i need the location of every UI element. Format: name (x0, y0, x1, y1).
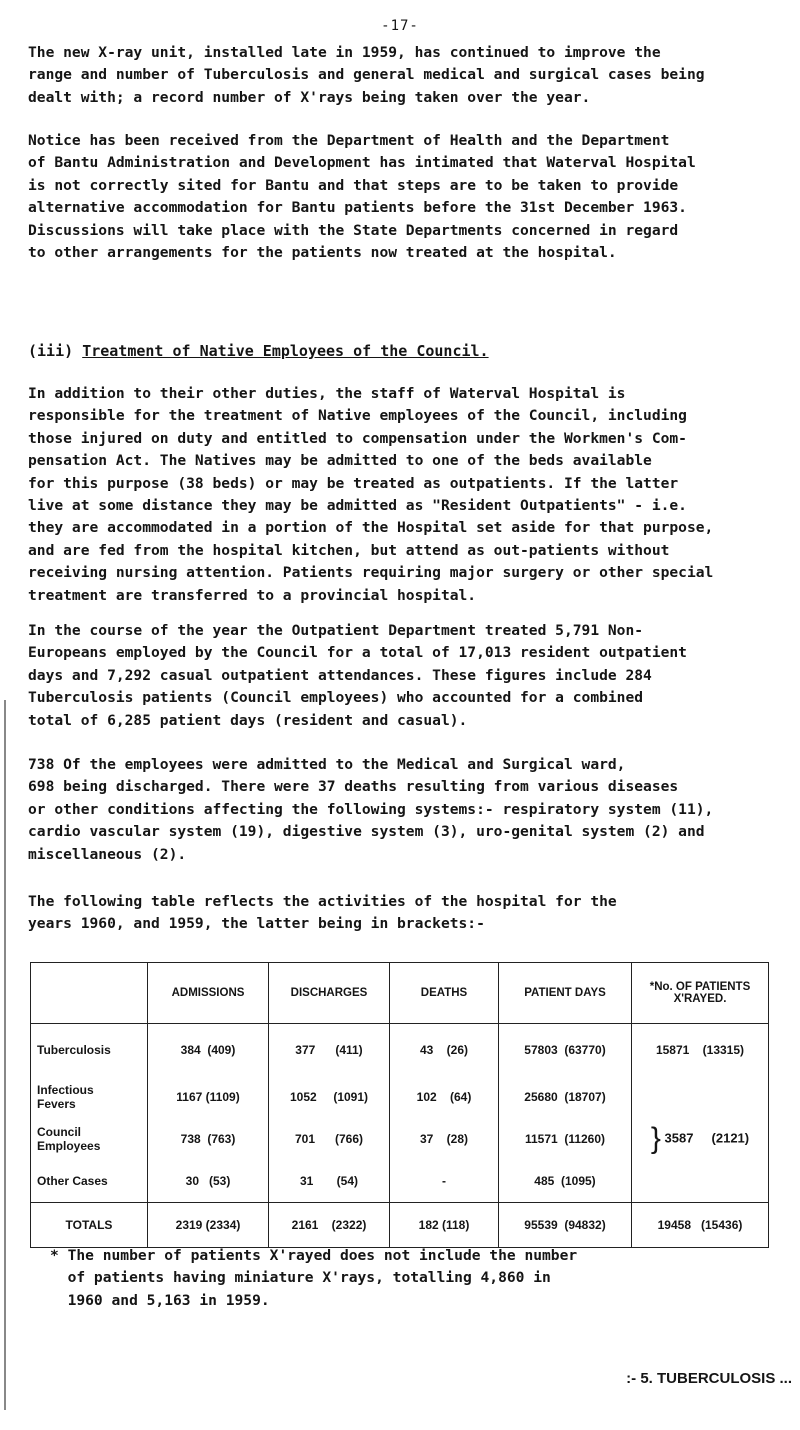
cell-deaths: 37 (28) (390, 1118, 499, 1160)
cell-admissions: 30 (53) (148, 1160, 269, 1203)
cell-patient-days: 25680 (18707) (499, 1076, 632, 1118)
cell-total-deaths: 182 (118) (390, 1203, 499, 1248)
header-deaths: DEATHS (390, 963, 499, 1024)
paragraph-table-intro: The following table reflects the activities of the hospital for the years 1960, and 1959, the latter being in brackets:- (28, 893, 617, 933)
cell-discharges: 31 (54) (269, 1160, 390, 1203)
cell-patient-days: 57803 (63770) (499, 1024, 632, 1077)
cell-deaths: - (390, 1160, 499, 1203)
table-header-row (31, 963, 769, 1024)
cell-xrayed: 15871 (13315) (632, 1024, 769, 1077)
header-discharges: DISCHARGES (269, 963, 390, 1024)
section-title: Treatment of Native Employees of the Council. (82, 342, 489, 360)
cell-admissions: 384 (409) (148, 1024, 269, 1077)
header-xrayed: *No. OF PATIENTS X'RAYED. (632, 963, 769, 1024)
table-row (31, 1024, 769, 1077)
paragraph-outpatient-department: In the course of the year the Outpatient Department treated 5,791 Non- Europeans employed by the Council for a total of 17,013 resident outpatient days and 7,292 casual outpatient attendances. These figures include 284 Tuberculosis patients (Council employees) who accounted for a combined total of 6,285 patient days (resident and casual). (28, 622, 687, 729)
cell-patient-days: 11571 (11260) (499, 1118, 632, 1160)
cell-deaths: 102 (64) (390, 1076, 499, 1118)
continuation-note: :- 5. TUBERCULOSIS ... (626, 1370, 792, 1387)
row-label-infectious-fevers: Infectious Fevers (31, 1076, 148, 1118)
page-edge-line (4, 700, 6, 1410)
paragraph-admissions-deaths: 738 Of the employees were admitted to the Medical and Surgical ward, 698 being discharged. There were 37 deaths resulting from various diseases or other conditions affecting the following systems:- respiratory system (11), cardio vascular system (19), digestive system (3), uro-genital system (2) and miscellaneous (2). (28, 756, 714, 863)
header-patient-days: PATIENT DAYS (499, 963, 632, 1024)
hospital-activity-table (30, 962, 769, 1248)
brace-icon: } (650, 1122, 661, 1155)
table-row (31, 1076, 769, 1118)
header-blank (31, 963, 148, 1024)
cell-patient-days: 485 (1095) (499, 1160, 632, 1203)
paragraph-notice-department: Notice has been received from the Department of Health and the Department of Bantu Administration and Development has intimated that Waterval Hospital is not correctly sited for Bantu and that steps are to be taken to provide alternative accommodation for Bantu patients before the 31st December 1963. Discussions will take place with the State Departments concerned in regard to other arrangements for the patients now treated at the hospital. (28, 132, 696, 262)
cell-xrayed-merged-value: 3587 (2121) (664, 1130, 750, 1146)
footnote: * The number of patients X'rayed does not include the number of patients having miniature X'rays, totalling 4,860 in 1960 and 5,163 in 1959. (50, 1247, 578, 1309)
cell-discharges: 701 (766) (269, 1118, 390, 1160)
cell-total-xrayed: 19458 (15436) (632, 1203, 769, 1248)
cell-xrayed-merged (632, 1076, 769, 1203)
header-admissions: ADMISSIONS (148, 963, 269, 1024)
row-label-totals: TOTALS (31, 1203, 148, 1248)
row-label-tuberculosis: Tuberculosis (31, 1024, 148, 1077)
cell-total-patient-days: 95539 (94832) (499, 1203, 632, 1248)
table-totals-row (31, 1203, 769, 1248)
cell-total-admissions: 2319 (2334) (148, 1203, 269, 1248)
cell-total-discharges: 2161 (2322) (269, 1203, 390, 1248)
section-heading (28, 342, 489, 360)
page-number: -17- (381, 18, 419, 34)
row-label-other-cases: Other Cases (31, 1160, 148, 1203)
paragraph-native-employees: In addition to their other duties, the staff of Waterval Hospital is responsible for the treatment of Native employees of the Council, including those injured on duty and entitled to compensation under the Workmen's Com- pensation Act. The Natives may be admitted to one of the beds available for this purpose (38 beds) or may be treated as outpatients. If the latter live at some distance they may be admitted as "Resident Outpatients" - i.e. they are accommodated in a portion of the Hospital set aside for that purpose, and are fed from the hospital kitchen, but attend as out-patients without receiving nursing attention. Patients requiring major surgery or other special treatment are transferred to a provincial hospital. (28, 385, 714, 604)
section-number: (iii) (28, 342, 74, 360)
cell-admissions: 1167 (1109) (148, 1076, 269, 1118)
paragraph-xray-unit: The new X-ray unit, installed late in 1959, has continued to improve the range and number of Tuberculosis and general medical and surgical cases being dealt with; a record number of X'rays being taken over the year. (28, 44, 705, 106)
cell-discharges: 1052 (1091) (269, 1076, 390, 1118)
cell-deaths: 43 (26) (390, 1024, 499, 1077)
row-label-council-employees: Council Employees (31, 1118, 148, 1160)
cell-admissions: 738 (763) (148, 1118, 269, 1160)
cell-discharges: 377 (411) (269, 1024, 390, 1077)
